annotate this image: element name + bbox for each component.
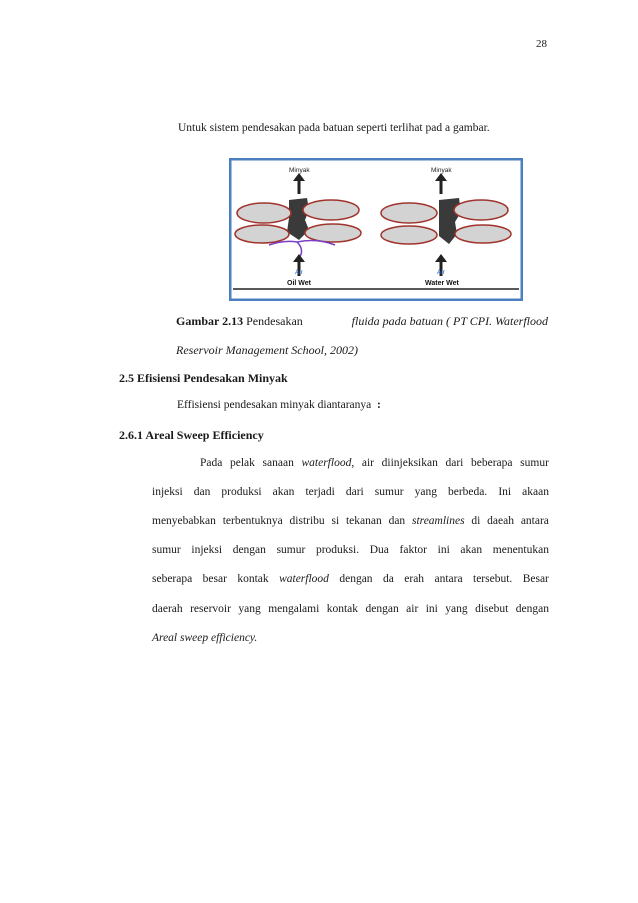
water-wet-top-label: Minyak [431, 167, 452, 174]
paragraph-word: produksi. [315, 544, 360, 556]
paragraph-word: akan [460, 544, 483, 556]
paragraph-word: antara [434, 573, 463, 585]
paragraph-word: akan [272, 486, 295, 498]
paragraph-word: beberapa [471, 457, 513, 469]
paragraph-word: streamlines [411, 515, 465, 527]
paragraph-word: daeah [487, 515, 514, 527]
paragraph-word: air [406, 603, 419, 615]
paragraph-line [152, 544, 549, 556]
paragraph-word: injeksi [191, 544, 223, 556]
section-2-5-text [177, 399, 381, 411]
grain [237, 203, 291, 223]
paragraph-word: ini [437, 544, 450, 556]
paragraph-line [152, 515, 549, 527]
paragraph-word: dan [193, 486, 211, 498]
paragraph-word: sumur [520, 457, 549, 469]
figure-caption-text: Pendesakan [243, 314, 303, 328]
oil-wet-caption: Oil Wet [287, 280, 311, 287]
paragraph-line [152, 573, 549, 585]
grain [305, 224, 361, 242]
paragraph-word: dengan [232, 544, 266, 556]
water-wet-caption: Water Wet [425, 280, 459, 287]
section-2-5-sentence: Effisiensi pendesakan minyak diantaranya [177, 399, 372, 411]
paragraph-word: sanaan [262, 457, 294, 469]
paragraph-word: pelak [230, 457, 255, 469]
paragraph-word: sumur [152, 544, 181, 556]
paragraph-word: akaan [522, 486, 549, 498]
section-2-5-colon: : [377, 399, 381, 411]
paragraph-word: waterflood [279, 573, 329, 585]
paragraph-word: ini [425, 603, 438, 615]
page-number: 28 [536, 38, 547, 50]
section-heading-2-6-1: 2.6.1 Areal Sweep Efficiency [119, 428, 264, 442]
paragraph-word: si [331, 515, 340, 527]
paragraph-word: air [361, 457, 374, 469]
paragraph-word: mengalami [268, 603, 320, 615]
paragraph-line [152, 486, 549, 498]
figure-caption-label: Gambar 2.13 [176, 314, 244, 328]
figure-caption-line1 [176, 314, 548, 329]
paragraph-word: menyebabkan [152, 515, 216, 527]
paragraph-word: reservoir [190, 603, 231, 615]
paragraph-word: menentukan [492, 544, 549, 556]
paragraph-word: distribu [289, 515, 325, 527]
paragraph-word: berbeda. [448, 486, 488, 498]
paragraph-word: terjadi [305, 486, 335, 498]
section-heading-2-5: 2.5 Efisiensi Pendesakan Minyak [119, 371, 288, 385]
paragraph-word: diinjeksikan [381, 457, 438, 469]
paragraph-line [152, 603, 549, 615]
paragraph-word: produksi [221, 486, 262, 498]
oil-wet-top-label: Minyak [289, 167, 310, 174]
oil-wet-bottom-label: Air [295, 269, 303, 276]
figure-caption-italic: fluida pada batuan ( PT CPI. Waterflood [351, 314, 548, 328]
paragraph-word: tekanan [345, 515, 382, 527]
paragraph-word: yang [238, 603, 261, 615]
paragraph-word: kontak [237, 573, 269, 585]
grain [455, 225, 511, 243]
intro-paragraph: Untuk sistem pendesakan pada batuan seperti terlihat pad a gambar. [178, 122, 490, 134]
paragraph-word: faktor [399, 544, 427, 556]
paragraph-word: dan [388, 515, 406, 527]
figure-oil-water-wet [229, 158, 523, 301]
paragraph-word: yang [414, 486, 437, 498]
grain [454, 200, 508, 220]
paragraph-word: dengan [365, 603, 399, 615]
paragraph-word: Dua [369, 544, 389, 556]
paragraph-word: da [382, 573, 394, 585]
paragraph-word: disebut [475, 603, 509, 615]
grain [381, 203, 437, 223]
grain [303, 200, 359, 220]
paragraph-word: di [471, 515, 481, 527]
grain [381, 226, 437, 244]
paragraph-word: waterflood, [301, 457, 355, 469]
paragraph-word: terbentuknya [222, 515, 283, 527]
paragraph-line [152, 632, 352, 644]
paragraph-line [200, 457, 549, 469]
paragraph-word: Pada [200, 457, 223, 469]
paragraph-word: sumur [276, 544, 306, 556]
paragraph-word: injeksi [152, 486, 183, 498]
paragraph-word: dengan [515, 603, 549, 615]
paragraph-word: sumur [374, 486, 404, 498]
paragraph-word: daerah [152, 603, 183, 615]
paragraph-word: kontak [326, 603, 359, 615]
paragraph-word: Areal sweep efficiency. [152, 632, 258, 644]
paragraph-word: tersebut. [473, 573, 513, 585]
grain [235, 225, 289, 243]
paragraph-word: Besar [522, 573, 549, 585]
paragraph-word: seberapa [152, 573, 193, 585]
water-wet-bottom-label: Air [437, 269, 445, 276]
paragraph-word: antara [520, 515, 549, 527]
paragraph-word: yang [445, 603, 468, 615]
paragraph-word: dari [445, 457, 464, 469]
figure-caption-line2: Reservoir Management School, 2002) [176, 343, 358, 357]
paragraph-word: besar [202, 573, 227, 585]
paragraph-word: dengan [339, 573, 373, 585]
paragraph-word: dari [345, 486, 364, 498]
paragraph-word: erah [404, 573, 425, 585]
paragraph-word: Ini [498, 486, 512, 498]
